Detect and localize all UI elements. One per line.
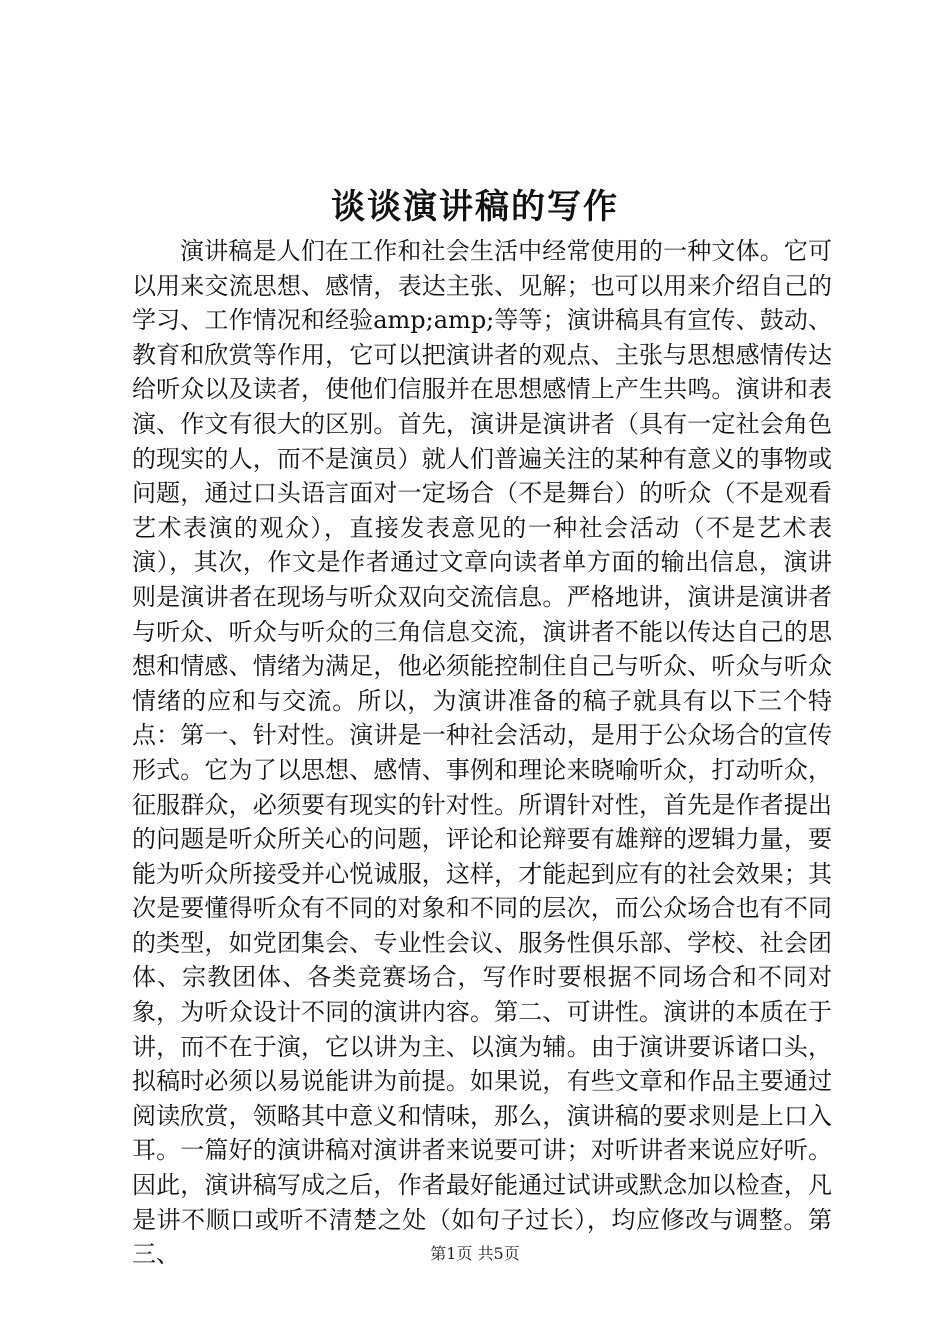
document-title: 谈谈演讲稿的写作	[331, 187, 619, 227]
page-indicator: 第1页 共5页	[430, 1244, 520, 1263]
document-body: 演讲稿是人们在工作和社会生活中经常使用的一种文体。它可以用来交流思想、感情，表达主张、见解；也可以用来介绍自己的学习、工作情况和经验amp;amp;等等；演讲稿具有宣传、鼓动、教育和欣赏等作用，它可以把演讲者的观点、主张与思想感情传达给听众以及读者，使他们信服并在思想感情上产生共鸣。演讲和表演、作文有很大的区别。首先，演讲是演讲者（具有一定社会角色的现实的人，而不是演员）就人们普遍关注的某种有意义的事物或问题，通过口头语言面对一定场合（不是舞台）的听众（不是观看艺术表演的观众），直接发表意见的一种社会活动（不是艺术表演），其次，作文是作者通过文章向读者单方面的输出信息，演讲则是演讲者在现场与听众双向交流信息。严格地讲，演讲是演讲者与听众、听众与听众的三角信息交流，演讲者不能以传达自己的思想和情感、情绪为满足，他必须能控制住自己与听众、听众与听众情绪的应和与交流。所以，为演讲准备的稿子就具有以下三个特点：第一、针对性。演讲是一种社会活动，是用于公众场合的宣传形式。它为了以思想、感情、事例和理论来晓喻听众，打动听众，征服群众，必须要有现实的针对性。所谓针对性，首先是作者提出的问题是听众所关心的问题，评论和论辩要有雄辩的逻辑力量，要能为听众所接受并心悦诚服，这样，才能起到应有的社会效果；其次是要懂得听众有不同的对象和不同的层次，而公众场合也有不同的类型，如党团集会、专业性会议、服务性俱乐部、学校、社会团体、宗教团体、各类竞赛场合，写作时要根据不同场合和不同对象，为听众设计不同的演讲内容。第二、可讲性。演讲的本质在于讲，而不在于演，它以讲为主、以演为辅。由于演讲要诉诸口头，拟稿时必须以易说能讲为前提。如果说，有些文章和作品主要通过阅读欣赏，领略其中意义和情味，那么，演讲稿的要求则是上口入耳。一篇好的演讲稿对演讲者来说要可讲；对听讲者来说应好听。因此，演讲稿写成之后，作者最好能通过试讲或默念加以检查，凡是讲不顺口或听不清楚之处（如句子过长），均应修改与调整。第三、	[132, 237, 832, 1269]
